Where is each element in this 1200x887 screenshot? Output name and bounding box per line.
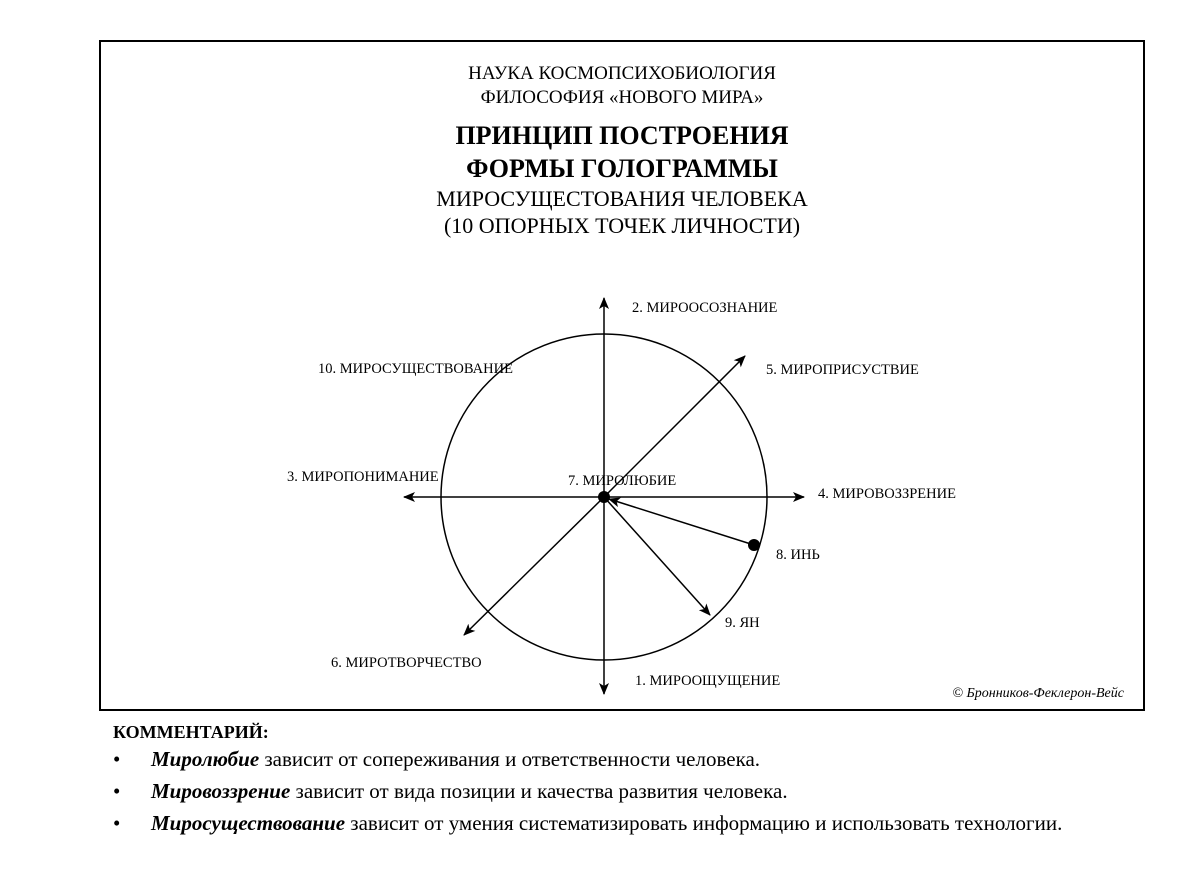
title-line-2: ФОРМЫ ГОЛОГРАММЫ [466,154,778,183]
subtitle-line-2: (10 ОПОРНЫХ ТОЧЕК ЛИЧНОСТИ) [443,213,801,238]
bullet-marker: • [113,779,121,803]
label-mirooshchushchenie: 1. МИРООЩУЩЕНИЕ [635,673,781,689]
label-mirolyubie: 7. МИРОЛЮБИЕ [568,473,677,489]
comment-term: Мировоззрение [151,779,291,803]
comment-item [113,747,1103,771]
comment-text: зависит от сопереживания и ответственности человека. [259,747,761,771]
header-science-line: НАУКА КОСМОПСИХОБИОЛОГИЯ [468,63,776,84]
header-philosophy-line: ФИЛОСОФИЯ «НОВОГО МИРА» [480,87,764,108]
comment-item [113,779,1103,803]
center-dot [598,491,610,503]
title-line-1: ПРИНЦИП ПОСТРОЕНИЯ [455,121,789,150]
copyright-note: © Бронников-Феклерон-Вейс [952,686,1124,701]
comment-item [113,811,1103,835]
subtitle-line-1: МИРОСУЩЕСТОВАНИЯ ЧЕЛОВЕКА [436,186,808,211]
comment-text: зависит от умения систематизировать информацию и использовать технологии. [345,811,1063,835]
comments-list [113,747,1103,843]
comment-term: Миролюбие [151,747,260,771]
bullet-marker: • [113,811,121,835]
label-mirosushchestvovanie: 10. МИРОСУЩЕСТВОВАНИЕ [318,361,513,377]
arrow-lower-left [464,497,604,635]
label-yan: 9. ЯН [725,615,760,631]
label-yin: 8. ИНЬ [776,547,820,563]
label-miroosoznanie: 2. МИРООСОЗНАНИЕ [632,300,778,316]
label-miroponimanie: 3. МИРОПОНИМАНИЕ [287,469,439,485]
comment-text: зависит от вида позиции и качества развития человека. [290,779,788,803]
yin-dot [748,539,760,551]
label-mirotvorchestvo: 6. МИРОТВОРЧЕСТВО [331,655,482,671]
label-miroprisustvie: 5. МИРОПРИСУСТВИЕ [766,362,919,378]
bullet-marker: • [113,747,121,771]
comment-term: Миросуществование [151,811,346,835]
label-mirovozzrenie: 4. МИРОВОЗЗРЕНИЕ [818,486,956,502]
comments-heading: КОММЕНТАРИЙ: [113,722,269,742]
arrow-yin [609,499,754,545]
